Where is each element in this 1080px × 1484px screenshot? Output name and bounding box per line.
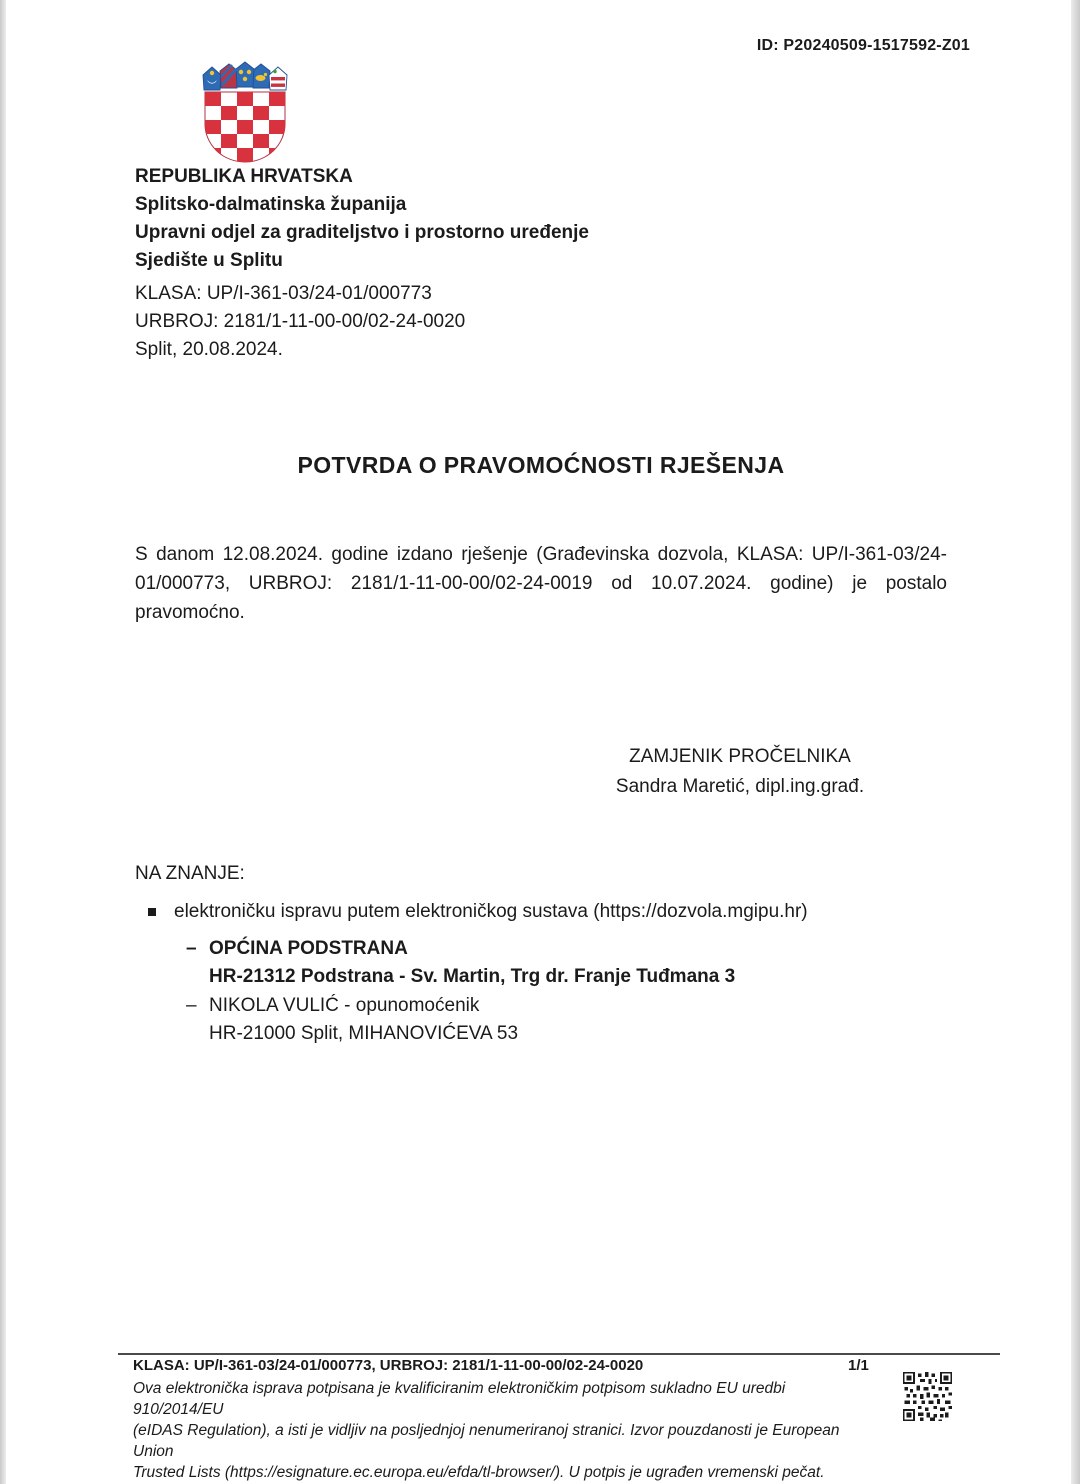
page-number: 1/1 xyxy=(848,1357,869,1374)
body-line: 01/000773, URBROJ: 2181/1-11-00-00/02-24-0019 od 10.07.2024. godine) je postalo xyxy=(135,573,947,594)
page-right-edge xyxy=(1071,0,1080,1484)
legal-line: (eIDAS Regulation), a isti je vidljiv na posljednjoj nenumeriranoj stranici. Izvor pouzdanosti je European Union xyxy=(133,1422,840,1460)
signer-name: Sandra Maretić, dipl.ing.građ. xyxy=(615,776,865,797)
footer-divider xyxy=(118,1353,1000,1355)
qr-code-icon xyxy=(903,1372,952,1421)
signature-block xyxy=(540,742,940,802)
recipient-address: HR-21312 Podstrana - Sv. Martin, Trg dr. Franje Tuđmana 3 xyxy=(209,966,736,987)
dash-marker: – xyxy=(186,995,197,1016)
croatia-coat-of-arms-icon xyxy=(195,60,295,164)
distribution-item xyxy=(186,935,735,991)
page-left-edge xyxy=(0,0,6,1484)
signer-role: ZAMJENIK PROČELNIKA xyxy=(629,746,851,767)
office-seat: Sjedište u Splitu xyxy=(135,250,283,271)
document-id: ID: P20240509-1517592-Z01 xyxy=(756,37,970,54)
country-name: REPUBLIKA HRVATSKA xyxy=(135,166,353,187)
recipient-address: HR-21000 Split, MIHANOVIĆEVA 53 xyxy=(209,1023,519,1044)
issuing-authority-block xyxy=(135,163,589,275)
distribution-item xyxy=(186,992,518,1048)
recipient-name: OPĆINA PODSTRANA xyxy=(209,938,408,959)
urbroj-number: URBROJ: 2181/1-11-00-00/02-24-0020 xyxy=(135,311,466,332)
dash-marker: – xyxy=(186,938,197,959)
klasa-number: KLASA: UP/I-361-03/24-01/000773 xyxy=(135,283,432,304)
county-name: Splitsko-dalmatinska županija xyxy=(135,194,407,215)
body-line: pravomoćno. xyxy=(135,602,245,623)
square-bullet-icon xyxy=(148,908,156,916)
department-name: Upravni odjel za graditeljstvo i prostorno uređenje xyxy=(135,222,589,243)
legal-line: Trusted Lists (https://esignature.ec.europa.eu/efda/tl-browser/). U potpis je ugrađen vremenski pečat. xyxy=(133,1464,825,1481)
distribution-bullet-text: elektroničku ispravu putem elektroničkog sustava (https://dozvola.mgipu.hr) xyxy=(174,901,808,922)
footer-legal-notice xyxy=(133,1378,853,1483)
case-reference-block xyxy=(135,280,465,364)
body-paragraph xyxy=(135,540,947,627)
legal-line: Ova elektronička isprava potpisana je kvalificiranim elektroničkim potpisom sukladno EU uredbi 910/2014/EU xyxy=(133,1380,786,1418)
document-title: POTVRDA O PRAVOMOĆNOSTI RJEŠENJA xyxy=(297,452,785,478)
footer-case-reference: KLASA: UP/I-361-03/24-01/000773, URBROJ: 2181/1-11-00-00/02-24-0020 xyxy=(133,1357,644,1374)
place-and-date: Split, 20.08.2024. xyxy=(135,339,283,360)
recipient-name: NIKOLA VULIĆ - opunomoćenik xyxy=(209,995,480,1016)
distribution-heading: NA ZNANJE: xyxy=(135,863,245,884)
body-line: S danom 12.08.2024. godine izdano rješenje (Građevinska dozvola, KLASA: UP/I-361-03/24- xyxy=(135,544,947,565)
distribution-bullet-row xyxy=(148,901,808,923)
